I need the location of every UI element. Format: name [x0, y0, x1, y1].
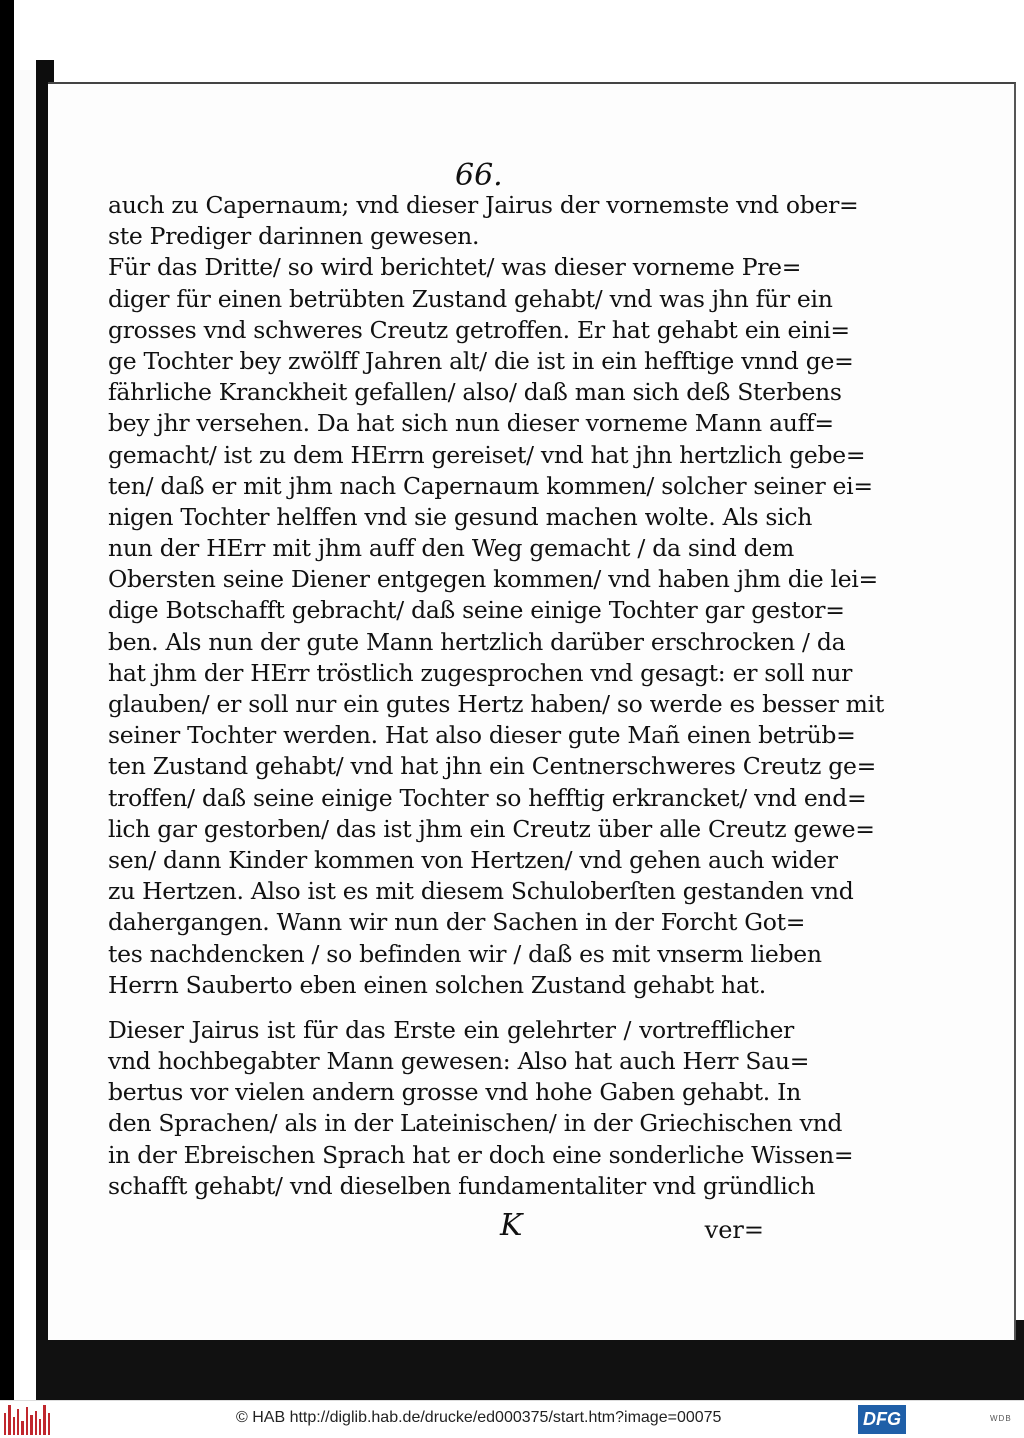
text-line: in der Ebreischen Sprach hat er doch eine sonderliche Wissen= — [108, 1140, 854, 1169]
scan-edge-strip — [0, 0, 14, 1400]
text-line: nun der HErr mit jhm auff den Weg gemacht / da sind dem — [108, 534, 794, 563]
paragraph-gap — [108, 1001, 794, 1015]
text-line: fährliche Kranckheit gefallen/ also/ daß man sich deß Sterbens — [108, 378, 842, 407]
copyright-link[interactable]: © HAB http://diglib.hab.de/drucke/ed000375/start.htm?image=00075 — [236, 1409, 722, 1426]
page-text — [108, 190, 885, 1202]
text-line: tes nachdencken / so befinden wir / daß es mit vnserm lieben — [108, 939, 822, 968]
wdb-label: WDB — [990, 1414, 1012, 1423]
text-line: ste Prediger darinnen gewesen. — [108, 222, 480, 251]
text-line: ge Tochter bey zwölff Jahren alt/ die ist in ein hefftige vnnd ge= — [108, 346, 854, 375]
text-line: troffen/ daß seine einige Tochter so hefftig erkrancket/ vnd end= — [108, 783, 867, 812]
text-line: lich gar gestorben/ das ist jhm ein Creutz über alle Creutz gewe= — [108, 814, 875, 843]
text-line: Für das Dritte/ so wird berichtet/ was dieser vorneme Pre= — [108, 253, 802, 282]
hab-logo-icon[interactable] — [4, 1405, 50, 1435]
text-line: gemacht/ ist zu dem HErrn gereiset/ vnd hat jhn hertzlich gebe= — [108, 440, 866, 469]
text-line: diger für einen betrübten Zustand gehabt/ vnd was jhn für ein — [108, 284, 833, 313]
text-line: schafft gehabt/ vnd dieselben fundamentaliter vnd gründlich — [108, 1171, 816, 1200]
text-line: bertus vor vielen andern grosse vnd hohe Gaben gehabt. In — [108, 1078, 801, 1107]
text-line: hat jhm der HErr tröstlich zugesprochen vnd gesagt: er soll nur — [108, 658, 853, 687]
text-line: ben. Als nun der gute Mann hertzlich darüber erschrocken / da — [108, 627, 846, 656]
text-line: grosses vnd schweres Creutz getroffen. Er hat gehabt ein eini= — [108, 315, 850, 344]
viewer-footer — [0, 1400, 1024, 1438]
page-number: 66. — [455, 158, 503, 193]
text-line: nigen Tochter helffen vnd sie gesund machen wolte. Als sich — [108, 502, 813, 531]
text-line: ten/ daß er mit jhm nach Capernaum kommen/ solcher seiner ei= — [108, 471, 873, 500]
text-line: zu Hertzen. Also ist es mit diesem Schuloberſten gestanden vnd — [108, 877, 854, 906]
text-line: ten Zustand gehabt/ vnd hat jhn ein Centnerschweres Creutz ge= — [108, 752, 876, 781]
text-line: vnd hochbegabter Mann gewesen: Also hat auch Herr Sau= — [108, 1047, 810, 1076]
text-line: dige Botschafft gebracht/ daß seine einige Tochter gar gestor= — [108, 596, 845, 625]
page-footer-row — [108, 1208, 794, 1244]
text-line: bey jhr versehen. Da hat sich nun dieser vorneme Mann auff= — [108, 409, 834, 438]
catchword: ver= — [704, 1216, 764, 1244]
text-line: glauben/ er soll nur ein gutes Hertz haben/ so werde es besser mit — [108, 690, 885, 718]
text-line: auch zu Capernaum; vnd dieser Jairus der vornemste vnd ober= — [108, 191, 859, 219]
text-line: sen/ dann Kinder kommen von Hertzen/ vnd gehen auch wider — [108, 845, 838, 874]
text-line: Dieser Jairus ist für das Erste ein gelehrter / vortrefflicher — [108, 1015, 794, 1044]
text-line: dahergangen. Wann wir nun der Sachen in der Forcht Got= — [108, 908, 806, 937]
text-line: Obersten seine Diener entgegen kommen/ vnd haben jhm die lei= — [108, 565, 878, 594]
text-line: seiner Tochter werden. Hat also dieser gute Mañ einen betrüb= — [108, 721, 856, 750]
signature-mark: K — [500, 1208, 523, 1243]
text-line: Herrn Sauberto eben einen solchen Zustand gehabt hat. — [108, 970, 766, 999]
text-line: den Sprachen/ als in der Lateinischen/ in der Griechischen vnd — [108, 1109, 843, 1138]
dfg-logo-icon[interactable]: DFG — [858, 1405, 906, 1434]
facing-page-edge — [14, 70, 38, 1250]
